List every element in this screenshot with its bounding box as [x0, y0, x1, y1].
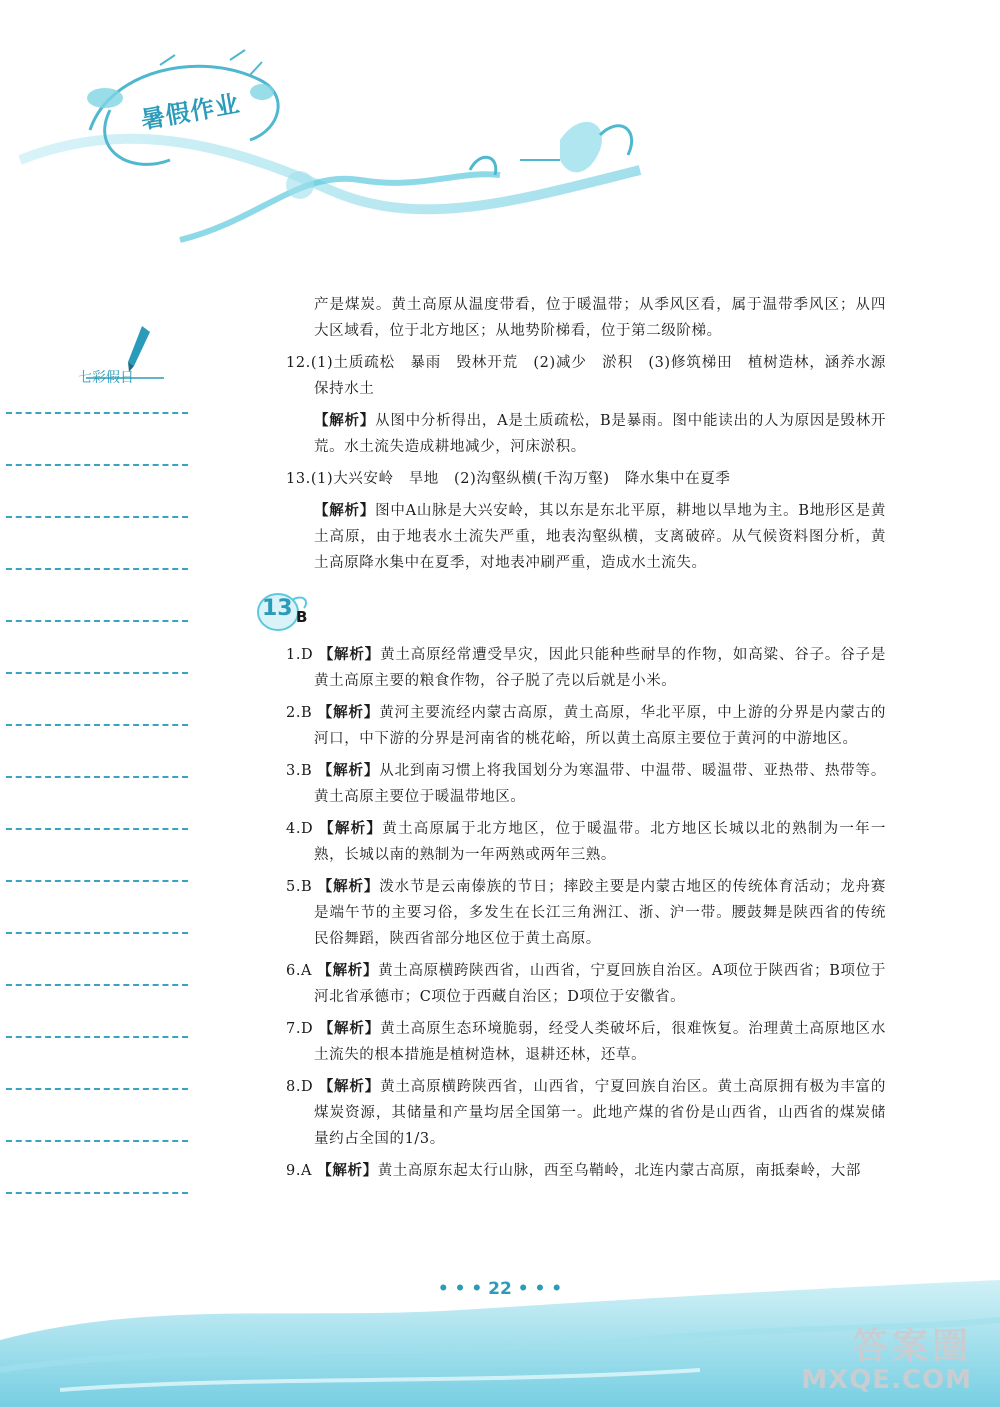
item-text: 黄土高原经常遭受旱灾，因此只能种些耐旱的作物，如高粱、谷子。谷子是黄土高原主要的粮食作物，谷子脱了壳以后就是小米。: [314, 647, 886, 689]
item-number: 9.A: [286, 1163, 313, 1179]
item-text: 黄土高原横跨陕西省，山西省，宁夏回族自治区。黄土高原拥有极为丰富的煤炭资源，其储量和产量均居全国第一。此地产煤的省份是山西省，山西省的煤炭储量约占全国的1/3。: [314, 1079, 886, 1147]
analysis-tag: 【解析】: [317, 1162, 378, 1179]
item-number: 7.D: [286, 1021, 314, 1037]
item-text: 黄土高原属于北方地区，位于暖温带。北方地区长城以北的熟制为一年一熟，长城以南的熟制为一年两熟或两年三熟。: [314, 821, 886, 863]
answer-block-top: [286, 292, 902, 582]
note-line: [6, 932, 188, 934]
note-line: [6, 776, 188, 778]
watermark-logo-text: 答案圈: [851, 1326, 972, 1367]
item-text: 泼水节是云南傣族的节日；摔跤主要是内蒙古地区的传统体育活动；龙舟赛是端午节的主要习俗，多发生在长江三角洲江、浙、沪一带。腰鼓舞是陕西省的传统民俗舞蹈，陕西省部分地区位于黄土高原。: [314, 879, 887, 947]
note-line: [6, 880, 188, 882]
section-number: 13: [262, 596, 293, 621]
note-line: [6, 672, 188, 674]
analysis-tag: 【解析】: [317, 762, 380, 779]
list-item: [286, 642, 886, 694]
analysis-tag: 【解析】: [317, 962, 379, 979]
item-text: 黄土高原东起太行山脉，西至乌鞘岭，北连内蒙古高原，南抵秦岭，大部: [377, 1163, 861, 1179]
section-badge: [256, 590, 326, 634]
continued-paragraph: 产是煤炭。黄土高原从温度带看，位于暖温带；从季风区看，属于温带季风区；从四大区域看，位于北方地区；从地势阶梯看，位于第二级阶梯。: [314, 297, 886, 339]
analysis-13: [286, 498, 886, 576]
note-line: [6, 724, 188, 726]
analysis-tag: 【解析】: [319, 820, 383, 837]
item-number: 3.B: [286, 763, 313, 779]
list-item: [286, 758, 886, 810]
watermark: [801, 1318, 972, 1395]
item-number: 4.D: [286, 821, 314, 837]
section-letter: B: [296, 608, 308, 626]
analysis-12: [286, 408, 886, 460]
list-item: [286, 816, 886, 868]
note-line: [6, 464, 188, 466]
analysis-tag: 【解析】: [318, 1020, 381, 1037]
analysis-tag: 【解析】: [314, 502, 376, 519]
answer-block-b: [286, 642, 886, 1190]
note-line: [6, 1192, 188, 1194]
note-line: [6, 620, 188, 622]
note-line: [6, 984, 188, 986]
header-title: 暑假作业: [138, 89, 243, 135]
analysis-text: 从图中分析得出，A是土质疏松，B是暴雨。图中能读出的人为原因是毁林开荒。水土流失造成耕地减少，河床淤积。: [314, 413, 886, 455]
answer-12: 12.(1)土质疏松 暴雨 毁林开荒 (2)减少 淤积 (3)修筑梯田 植树造林，涵养水源 保持水土: [286, 355, 902, 397]
brand-label: 七彩假日: [78, 370, 134, 386]
list-item: [286, 874, 886, 952]
item-number: 5.B: [286, 879, 313, 895]
item-number: 8.D: [286, 1079, 314, 1095]
item-number: 6.A: [286, 963, 313, 979]
list-item: [286, 958, 886, 1010]
note-line: [6, 516, 188, 518]
analysis-tag: 【解析】: [318, 646, 381, 663]
note-line: [6, 568, 188, 570]
note-line: [6, 1088, 188, 1090]
analysis-tag: 【解析】: [318, 1078, 381, 1095]
answer-13: 13.(1)大兴安岭 旱地 (2)沟壑纵横(千沟万壑) 降水集中在夏季: [286, 471, 731, 487]
item-text: 黄土高原生态环境脆弱，经受人类破坏后，很难恢复。治理黄土高原地区水土流失的根本措施是植树造林，退耕还林，还草。: [314, 1021, 886, 1063]
item-text: 黄土高原横跨陕西省，山西省，宁夏回族自治区。A项位于陕西省；B项位于河北省承德市；C项位于西藏自治区；D项位于安徽省。: [314, 963, 886, 1005]
analysis-tag: 【解析】: [314, 412, 376, 429]
item-number: 2.B: [286, 705, 313, 721]
list-item: [286, 1158, 886, 1184]
item-number: 1.D: [286, 647, 314, 663]
analysis-text: 图中A山脉是大兴安岭，其以东是东北平原，耕地以旱地为主。B地形区是黄土高原，由于地表水土流失严重，地表沟壑纵横，支离破碎。从气候资料图分析，黄土高原降水集中在夏季，对地表冲刷严重，造成水土流失。: [314, 503, 886, 571]
list-item: [286, 1016, 886, 1068]
list-item: [286, 700, 886, 752]
note-line: [6, 412, 188, 414]
analysis-tag: 【解析】: [317, 878, 380, 895]
note-line: [6, 1036, 188, 1038]
note-line: [6, 1140, 188, 1142]
analysis-tag: 【解析】: [317, 704, 380, 721]
list-item: [286, 1074, 886, 1152]
page-number: • • • 22 • • •: [437, 1279, 563, 1299]
note-line: [6, 828, 188, 830]
item-text: 从北到南习惯上将我国划分为寒温带、中温带、暖温带、亚热带、热带等。黄土高原主要位于暖温带地区。: [314, 763, 887, 805]
item-text: 黄河主要流经内蒙古高原，黄土高原，华北平原，中上游的分界是内蒙古的河口，中下游的分界是河南省的桃花峪，所以黄土高原主要位于黄河的中游地区。: [314, 705, 887, 747]
watermark-url: MXQE.COM: [801, 1365, 972, 1395]
